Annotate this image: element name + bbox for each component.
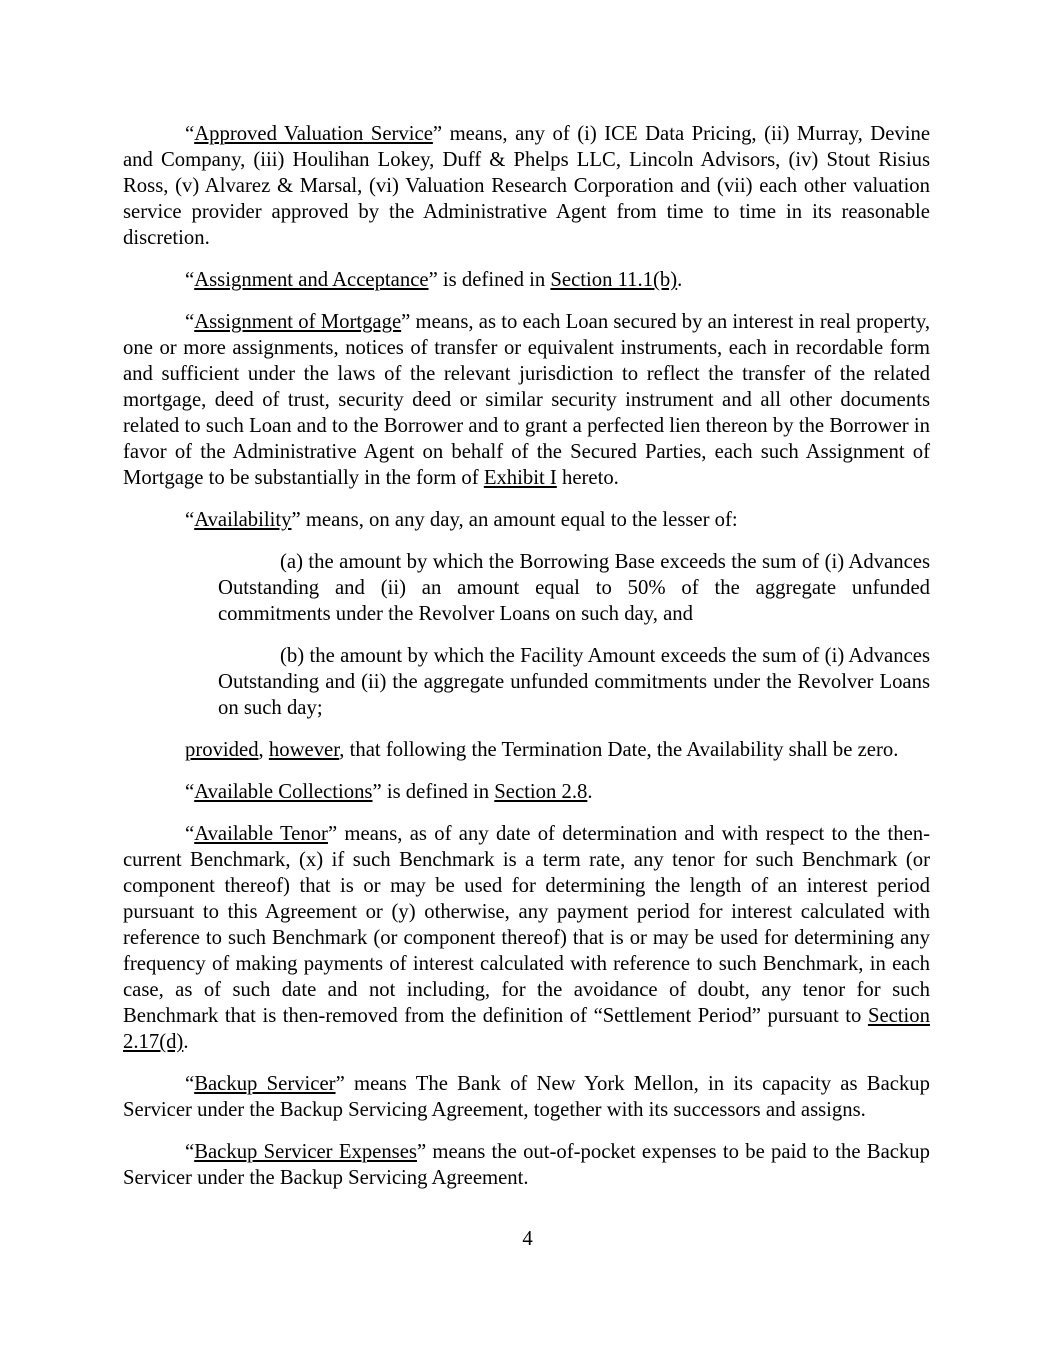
text-run: ” means, as to each Loan secured by an interest in real property, one or more assignments, notices of transfer or equivalent instruments, each in recordable form and sufficient under the laws of the relevant jurisdiction to reflect the transfer of the related mortgage, deed of trust, security deed or similar security instrument and all other documents related to such Loan and to the Borrower and to grant a perfected lien thereon by the Borrower in favor of the Administrative Agent on behalf of the Secured Parties, each such Assignment of Mortgage to be substantially in the form of xyxy=(123,311,930,489)
underlined-term: Assignment of Mortgage xyxy=(194,311,402,333)
text-run: ” is defined in xyxy=(428,269,551,291)
text-run: “ xyxy=(185,509,195,531)
text-run: ” means, on any day, an amount equal to the lesser of: xyxy=(291,509,738,531)
availability-clause-b xyxy=(218,643,930,721)
text-run: (a) the amount by which the Borrowing Base exceeds the sum of (i) Advances Outstanding and (ii) an amount equal to 50% of the aggregate unfunded commitments under the Revolver Loans on such day, and xyxy=(218,551,930,625)
available-tenor-definition xyxy=(123,821,930,1055)
text-run: “ xyxy=(185,1141,195,1163)
text-run: (b) the amount by which the Facility Amount exceeds the sum of (i) Advances Outstanding and (ii) the aggregate unfunded commitments under the Revolver Loans on such day; xyxy=(218,645,930,719)
text-run: ” is defined in xyxy=(372,781,495,803)
text-run: . xyxy=(587,781,593,803)
underlined-term: Availability xyxy=(194,509,292,531)
underlined-term: Backup Servicer xyxy=(194,1073,336,1095)
underlined-term: Available Tenor xyxy=(194,823,328,845)
text-run: , xyxy=(258,739,269,761)
underlined-term: however xyxy=(268,739,340,761)
text-run: . xyxy=(677,269,683,291)
underlined-term: Section 2.8 xyxy=(494,781,588,803)
text-run: “ xyxy=(185,781,195,803)
available-collections-definition xyxy=(123,779,930,805)
text-run: hereto. xyxy=(556,467,619,489)
underlined-term: Available Collections xyxy=(194,781,373,803)
text-run: ” means The Bank of New York Mellon, in its capacity as Backup Servicer under the Backup Servicing Agreement, together with its successors and assigns. xyxy=(123,1073,930,1121)
text-run: “ xyxy=(185,823,195,845)
approved-valuation-service-definition xyxy=(123,121,930,251)
text-run: ” means the out-of-pocket expenses to be paid to the Backup Servicer under the Backup Servicing Agreement. xyxy=(123,1141,930,1189)
backup-servicer-definition xyxy=(123,1071,930,1123)
underlined-term: Exhibit I xyxy=(483,467,557,489)
document-body xyxy=(123,121,930,1207)
underlined-term: Backup Servicer Expenses xyxy=(194,1141,417,1163)
underlined-term: provided xyxy=(185,739,259,761)
assignment-and-acceptance-definition xyxy=(123,267,930,293)
availability-clause-a xyxy=(218,549,930,627)
text-run: ” means, as of any date of determination and with respect to the then-current Benchmark, (x) if such Benchmark is a term rate, any tenor for such Benchmark (or component thereof) that is or may be used for determining the length of an interest period pursuant to this Agreement or (y) otherwise, any payment period for interest calculated with reference to such Benchmark (or component thereof) that is or may be used for determining any frequency of making payments of interest calculated with reference to such Benchmark, in each case, as of such date and not including, for the avoidance of doubt, any tenor for such Benchmark that is then-removed from the definition of “Settlement Period” pursuant to xyxy=(123,823,931,1027)
assignment-of-mortgage-definition xyxy=(123,309,930,491)
text-run: “ xyxy=(185,311,195,333)
underlined-term: Section 11.1(b) xyxy=(550,269,678,291)
text-run: . xyxy=(183,1031,189,1053)
text-run: , that following the Termination Date, the Availability shall be zero. xyxy=(339,739,899,761)
page-number: 4 xyxy=(522,1228,533,1250)
underlined-term: Assignment and Acceptance xyxy=(194,269,429,291)
text-run: “ xyxy=(185,1073,195,1095)
text-run: ” means, any of (i) ICE Data Pricing, (ii) Murray, Devine and Company, (iii) Houlihan Lokey, Duff & Phelps LLC, Lincoln Advisors, (iv) Stout Risius Ross, (v) Alvarez & Marsal, (vi) Valuation Research Corporation and (vii) each other valuation service provider approved by the Administrative Agent from time to time in its reasonable discretion. xyxy=(123,123,931,249)
text-run: “ xyxy=(185,269,195,291)
text-run: “ xyxy=(185,123,195,145)
underlined-term: Approved Valuation Service xyxy=(194,123,433,145)
underlined-term: Section 2.17(d) xyxy=(123,1005,930,1053)
backup-servicer-expenses-definition xyxy=(123,1139,930,1191)
availability-proviso xyxy=(123,737,930,763)
availability-definition xyxy=(123,507,930,533)
